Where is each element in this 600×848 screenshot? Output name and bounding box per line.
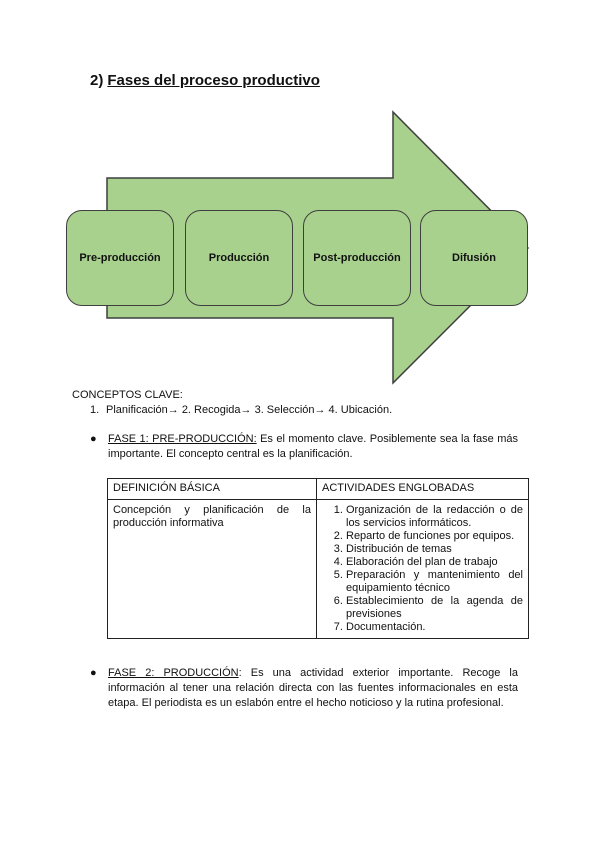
activities-list [322,504,523,634]
bullet-icon: ● [90,667,97,679]
list-item: 5. Preparación y mantenimiento del equipamiento técnico [346,569,523,595]
process-diagram [0,0,600,400]
list-item: 6. Establecimiento de la agenda de previsiones [346,595,523,621]
phase-produccion: Producción [185,210,293,306]
phase2-paragraph [108,666,518,711]
section-title: Fases del proceso productivo [107,72,320,89]
list-item: 2. Reparto de funciones por equipos. [346,530,523,543]
phase2-label: FASE 2: PRODUCCIÓN [108,667,239,679]
phase-post-produccion: Post-producción [303,210,411,306]
table-header-activities: ACTIVIDADES ENGLOBADAS [317,479,529,500]
concepts-steps: Planificación→ 2. Recogida→ 3. Selección→ 4. Ubicación. [106,404,393,416]
bullet-icon: ● [90,433,97,445]
list-item: 4. Elaboración del plan de trabajo [346,556,523,569]
table-cell-activities [317,500,529,639]
phase1-paragraph [108,432,518,462]
table-header-row [108,479,529,500]
list-item: 1. Organización de la redacción o de los servicios informáticos. [346,504,523,530]
phase2-text: : Es una actividad exterior importante. Recoge la información al tener una relación directa con las fuentes informacionales en esta etapa. El periodista es un eslabón entre el hecho noticioso y la rutina profesional. [108,667,518,709]
concepts-title: CONCEPTOS CLAVE: [72,389,183,401]
phase1-table [107,478,529,639]
phase1-text: Es el momento clave. Posiblemente sea la fase más importante. El concepto central es la planificación. [108,433,518,460]
section-number: 2) [90,72,104,89]
list-item: 3. Distribución de temas [346,543,523,556]
phase-pre-produccion: Pre-producción [66,210,174,306]
concepts-number: 1. [90,404,100,416]
table-row [108,500,529,639]
list-item: 7. Documentación. [346,621,523,634]
phase-difusion: Difusión [420,210,528,306]
concepts-list [90,404,392,416]
phase1-label: FASE 1: PRE-PRODUCCIÓN: [108,433,257,445]
table-header-definition: DEFINICIÓN BÁSICA [108,479,317,500]
table-cell-definition: Concepción y planificación de la producción informativa [108,500,317,639]
